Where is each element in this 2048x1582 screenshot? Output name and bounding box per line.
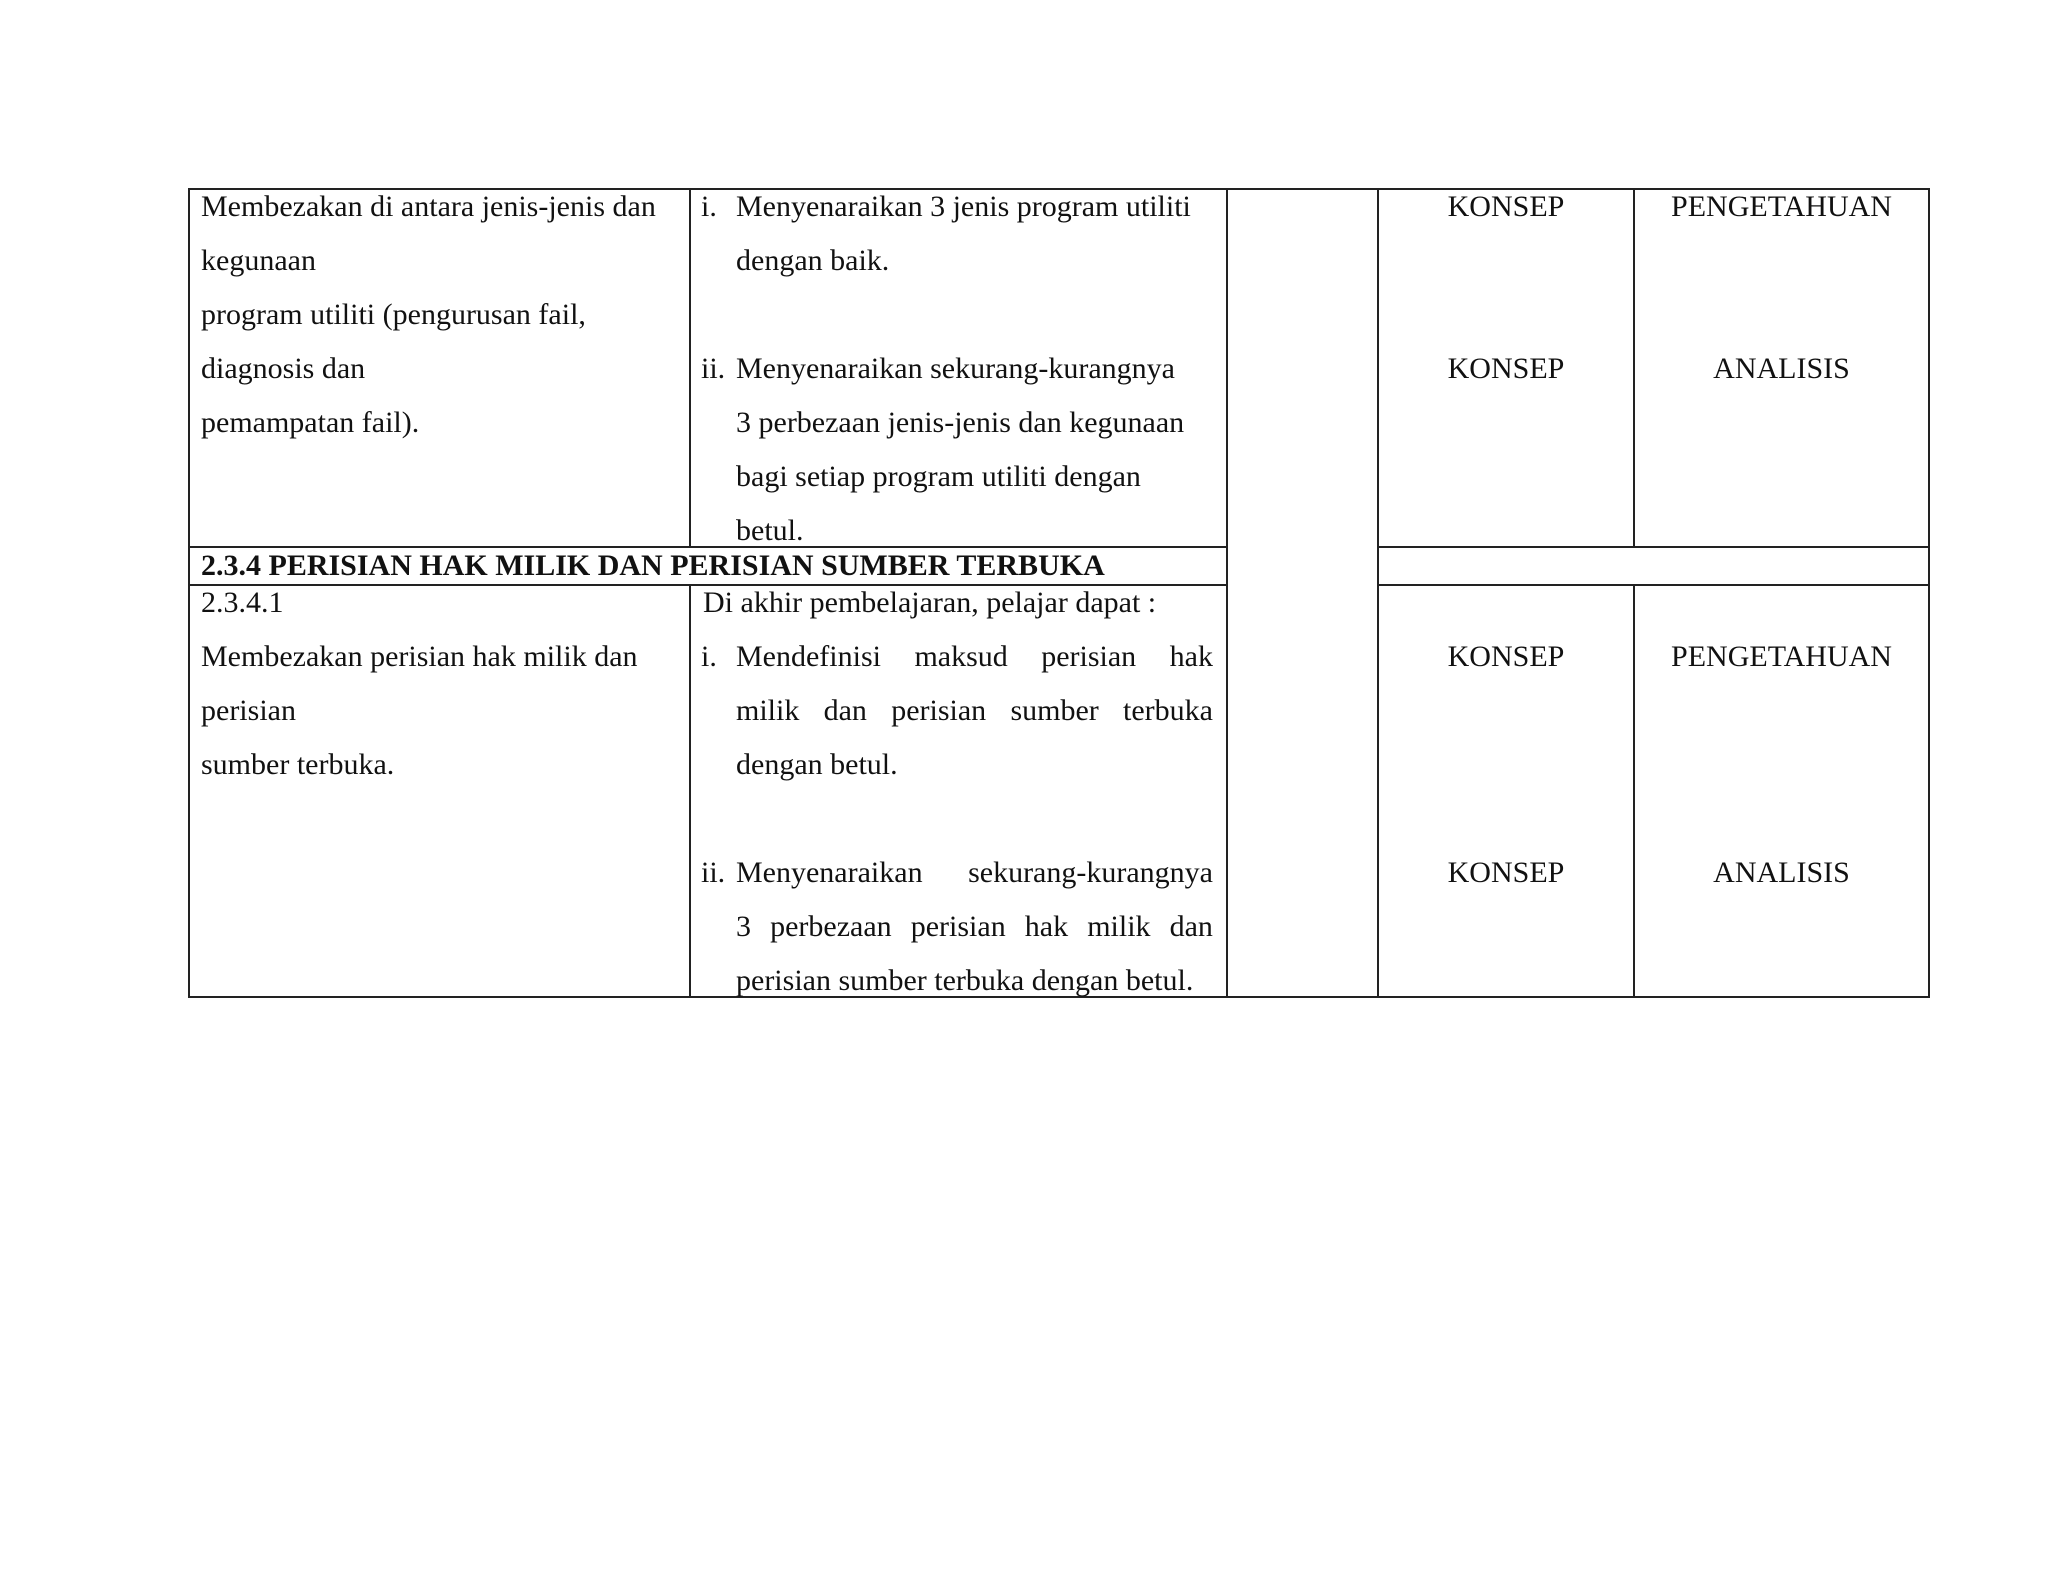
word: Menyenaraikan (736, 856, 923, 889)
word: hak (1024, 910, 1069, 943)
row1-standard (201, 180, 681, 450)
word: perisian (1041, 640, 1137, 673)
heading-row-bottom-right (1377, 584, 1930, 586)
criterion-line: dengan baik. (736, 244, 890, 277)
word: maksud (914, 640, 1008, 673)
row2-level-1: PENGETAHUAN (1671, 640, 1892, 673)
row2-standard (201, 630, 681, 792)
row2-level-2: ANALISIS (1713, 856, 1850, 889)
criterion-line: perisian sumber terbuka dengan betul. (736, 964, 1194, 997)
table-border-left (188, 188, 190, 998)
criterion-line: betul. (736, 514, 804, 547)
row2-code: 2.3.4.1 (201, 586, 284, 619)
section-heading: 2.3.4 PERISIAN HAK MILIK DAN PERISIAN SUMBER TERBUKA (201, 549, 1105, 582)
word: sumber (1010, 694, 1099, 727)
table-border-right (1928, 188, 1930, 998)
row2-standard-line: Membezakan perisian hak milik dan (201, 640, 638, 673)
row1-type-1: KONSEP (1447, 190, 1565, 223)
col-divider-2 (1226, 188, 1228, 998)
criterion-line-justified (736, 630, 1213, 684)
row1-standard-line: kegunaan (201, 244, 316, 277)
criterion-line: bagi setiap program utiliti dengan (736, 460, 1141, 493)
word: 3 (736, 910, 751, 943)
row1-standard-line: Membezakan di antara jenis-jenis dan (201, 190, 656, 223)
criterion-line: dengan betul. (736, 748, 898, 781)
word: perbezaan (770, 910, 892, 943)
word: hak (1169, 640, 1213, 673)
row2-type-1: KONSEP (1447, 640, 1565, 673)
col-divider-1a (689, 188, 691, 546)
criterion-line-justified (736, 900, 1213, 954)
word: dan (823, 694, 867, 727)
word: sekurang-kurangnya (968, 856, 1213, 889)
word: terbuka (1123, 694, 1213, 727)
row2-standard-line: sumber terbuka. (201, 748, 395, 781)
criterion-line: 3 perbezaan jenis-jenis dan kegunaan (736, 406, 1185, 439)
word: milik (1087, 910, 1151, 943)
list-marker: i. (701, 190, 717, 223)
criterion-line-justified (736, 846, 1213, 900)
row1-level-2: ANALISIS (1713, 352, 1850, 385)
word: perisian (910, 910, 1006, 943)
word: perisian (891, 694, 987, 727)
row2-intro: Di akhir pembelajaran, pelajar dapat : (703, 586, 1157, 619)
list-marker: i. (701, 640, 717, 673)
row1-level-1: PENGETAHUAN (1671, 190, 1892, 223)
row1-standard-line: program utiliti (pengurusan fail, (201, 298, 586, 331)
row2-type-2: KONSEP (1447, 856, 1565, 889)
row1-standard-line: diagnosis dan (201, 352, 366, 385)
word: Mendefinisi (736, 640, 881, 673)
criterion-line: Menyenaraikan 3 jenis program utiliti (736, 190, 1191, 223)
word: dan (1169, 910, 1213, 943)
list-marker: ii. (701, 856, 726, 889)
row1-type-2: KONSEP (1447, 352, 1565, 385)
row1-standard-line: pemampatan fail). (201, 406, 420, 439)
criterion-line-justified (736, 684, 1213, 738)
list-marker: ii. (701, 352, 726, 385)
col-divider-1b (689, 584, 691, 998)
criterion-line: Menyenaraikan sekurang-kurangnya (736, 352, 1175, 385)
row2-standard-line: perisian (201, 694, 296, 727)
word: milik (736, 694, 800, 727)
heading-row-top-right (1377, 546, 1930, 548)
